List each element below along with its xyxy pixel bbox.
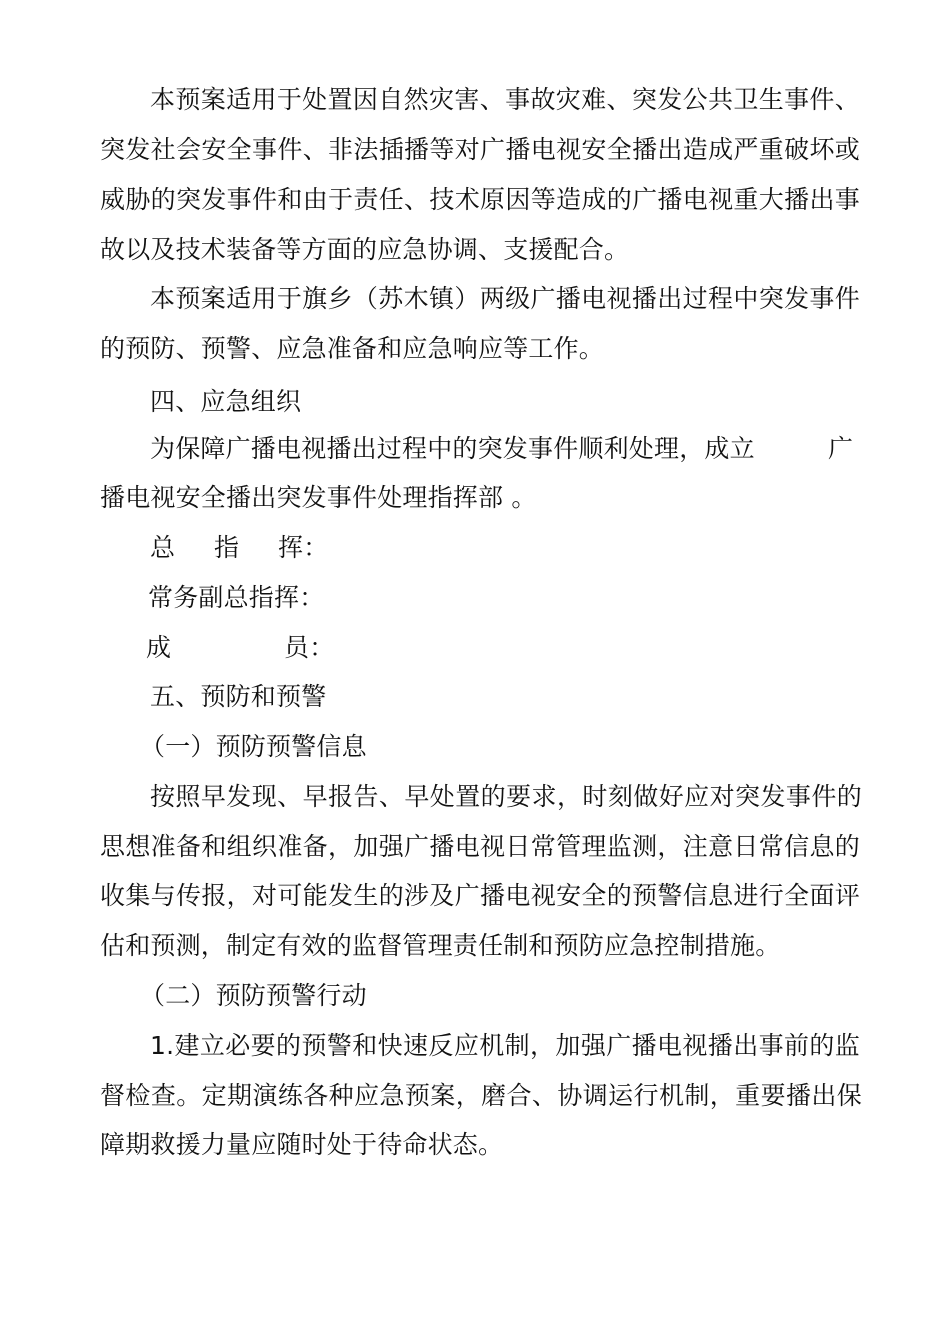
paragraph-warning-actions-line-2: 督检查。定期演练各种应急预案，磨合、协调运行机制，重要播出保	[100, 1081, 862, 1110]
members-label-char-2: 员：	[284, 633, 335, 662]
paragraph-organization-line-1: 为保障广播电视播出过程中的突发事件顺利处理，成立	[150, 434, 755, 463]
section-heading-prevention-warning: 五、预防和预警	[150, 682, 327, 711]
paragraph-organization-line-1-tail: 广	[828, 434, 854, 463]
paragraph-warning-info-line-2: 思想准备和组织准备，加强广播电视日常管理监测，注意日常信息的	[100, 832, 860, 861]
paragraph-warning-info-line-3: 收集与传报，对可能发生的涉及广播电视安全的预警信息进行全面评	[100, 881, 860, 910]
paragraph-warning-actions-line-3: 障期救援力量应随时处于待命状态。	[100, 1130, 504, 1159]
paragraph-scope-1-line-1: 本预案适用于处置因自然灾害、事故灾难、突发公共卫生事件、	[150, 85, 860, 114]
commander-label-char-2: 指	[214, 533, 240, 562]
paragraph-scope-1-line-4: 故以及技术装备等方面的应急协调、支援配合。	[100, 235, 630, 264]
deputy-commander-label: 常务副总指挥：	[148, 583, 325, 612]
paragraph-scope-1-line-2: 突发社会安全事件、非法插播等对广播电视安全播出造成严重破坏或	[100, 135, 860, 164]
paragraph-organization-line-2: 播电视安全播出突发事件处理指挥部 。	[100, 483, 537, 512]
paragraph-warning-info-line-1: 按照早发现、早报告、早处置的要求，时刻做好应对突发事件的	[150, 782, 862, 811]
paragraph-scope-2-line-1: 本预案适用于旗乡（苏木镇）两级广播电视播出过程中突发事件	[150, 284, 860, 313]
subheading-warning-information: （一）预防预警信息	[140, 732, 367, 761]
paragraph-scope-1-line-3: 威胁的突发事件和由于责任、技术原因等造成的广播电视重大播出事	[100, 185, 860, 214]
members-label-char-1: 成	[146, 633, 172, 662]
subheading-warning-actions: （二）预防预警行动	[140, 981, 367, 1010]
commander-label-char-3: 挥：	[278, 533, 329, 562]
paragraph-scope-2-line-2: 的预防、预警、应急准备和应急响应等工作。	[100, 334, 605, 363]
paragraph-warning-actions-line-1: 1.建立必要的预警和快速反应机制，加强广播电视播出事前的监	[150, 1031, 860, 1060]
commander-label-char-1: 总	[150, 533, 176, 562]
paragraph-warning-info-line-4: 估和预测，制定有效的监督管理责任制和预防应急控制措施。	[100, 931, 781, 960]
section-heading-emergency-organization: 四、应急组织	[150, 387, 302, 416]
